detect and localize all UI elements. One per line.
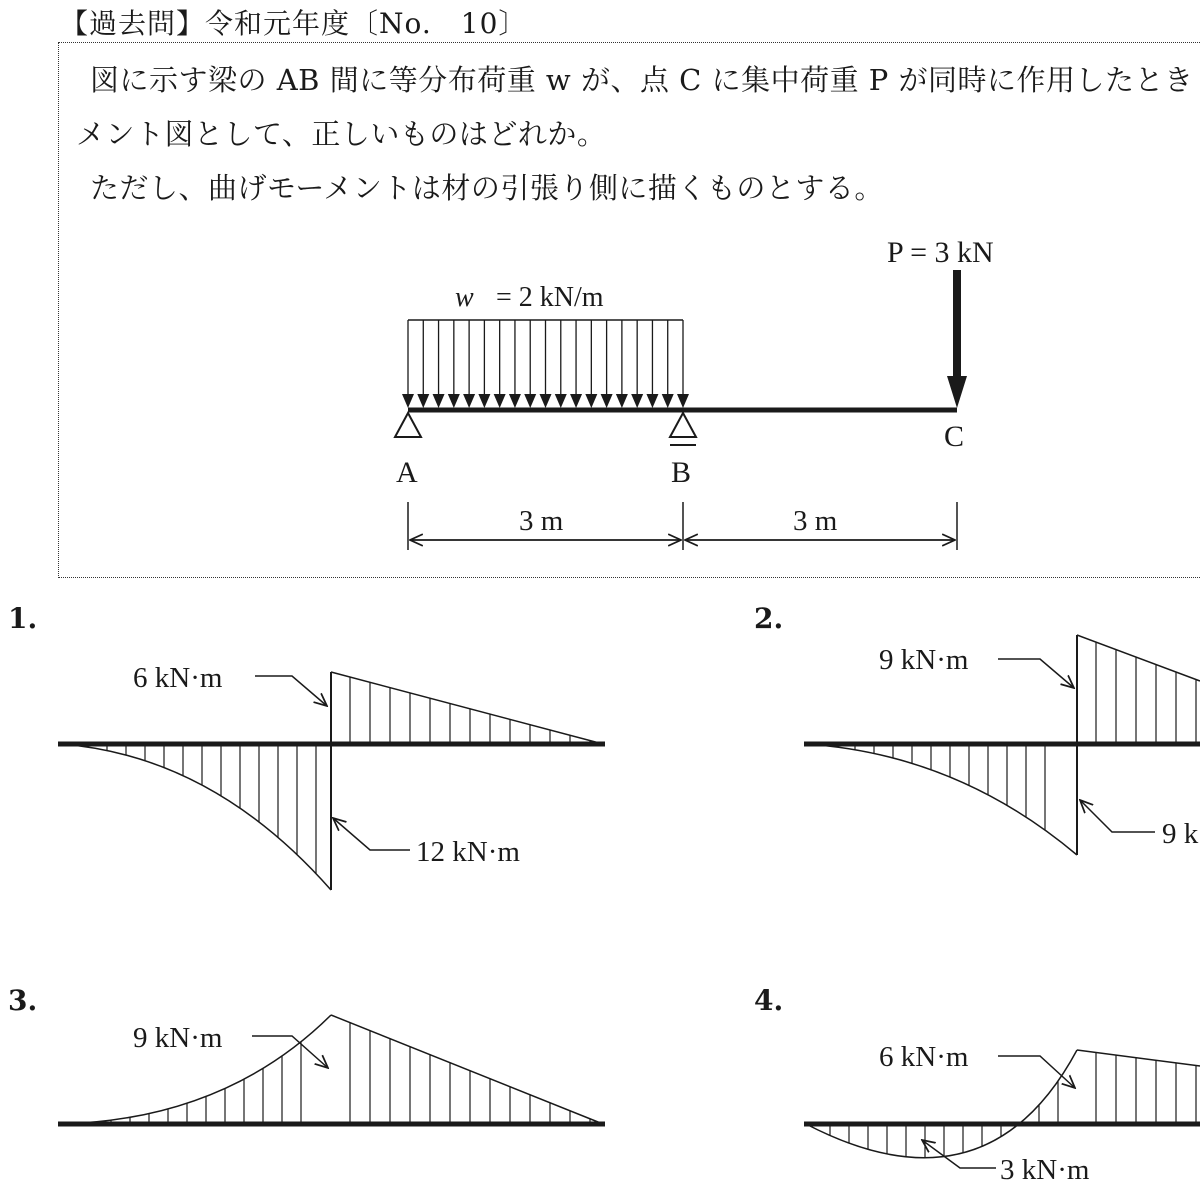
load-w-value: = 2 kN/m	[496, 282, 604, 313]
option-3-slope	[331, 1015, 603, 1124]
load-arrow-head	[433, 394, 445, 408]
load-arrow-head	[616, 394, 628, 408]
option-1-leader-bottom	[333, 818, 410, 850]
load-p-label: P = 3 kN	[887, 236, 994, 269]
option-1-diagram	[58, 662, 605, 890]
load-arrow-head	[402, 394, 414, 408]
point-a-label: A	[396, 456, 418, 489]
load-arrow-head	[478, 394, 490, 408]
option-2-leader-top	[998, 659, 1074, 688]
point-b-label: B	[671, 456, 692, 489]
option-1-leader-top	[255, 676, 327, 706]
question-line-1: 図に示す梁の AB 間に等分布荷重 w が、点 C に集中荷重 P が同時に作用したとき	[90, 63, 1194, 97]
load-arrow-head	[555, 394, 567, 408]
load-arrow-head	[509, 394, 521, 408]
option-1-label-bottom: 12 kN·m	[416, 836, 520, 868]
load-arrow-head	[631, 394, 643, 408]
load-arrow-head	[494, 394, 506, 408]
load-arrow-head	[662, 394, 674, 408]
option-4-diagram	[804, 1041, 1200, 1186]
pin-support-a	[395, 413, 421, 437]
option-2-label-top: 9 kN·m	[879, 644, 969, 676]
point-load-arrowhead	[947, 376, 967, 408]
option-1-label-top: 6 kN·m	[133, 662, 223, 694]
option-1-curve	[60, 744, 331, 890]
option-2-curve	[806, 744, 1077, 855]
option-2-number[interactable]: 2.	[754, 602, 784, 635]
load-arrow-head	[417, 394, 429, 408]
span-bc-label: 3 m	[793, 505, 838, 537]
option-3-diagram	[58, 1015, 605, 1124]
option-4-label-top: 6 kN·m	[879, 1041, 969, 1073]
point-load-shaft	[953, 270, 961, 378]
option-1-slope	[331, 672, 603, 744]
exam-header: 【過去問】令和元年度〔No. 10〕	[60, 7, 528, 40]
load-arrow-head	[646, 394, 658, 408]
distributed-load	[402, 320, 689, 408]
option-4-label-bottom: 3 kN·m	[1000, 1154, 1090, 1186]
span-ab-label: 3 m	[519, 505, 564, 537]
load-arrow-head	[585, 394, 597, 408]
question-line-3: ただし、曲げモーメントは材の引張り側に描くものとする。	[90, 171, 884, 205]
load-arrow-head	[540, 394, 552, 408]
option-2-label-bottom: 9 k	[1162, 818, 1199, 850]
load-arrow-head	[448, 394, 460, 408]
point-c-label: C	[944, 420, 965, 453]
option-2-leader-bottom	[1080, 800, 1155, 832]
load-arrow-head	[677, 394, 689, 408]
beam-figure	[395, 236, 994, 550]
load-w-symbol: w	[455, 282, 474, 313]
option-3-leader-top	[252, 1036, 328, 1068]
option-4-number[interactable]: 4.	[754, 984, 784, 1017]
load-arrow-head	[463, 394, 475, 408]
option-3-label-top: 9 kN·m	[133, 1022, 223, 1054]
load-arrow-head	[601, 394, 613, 408]
load-arrow-head	[524, 394, 536, 408]
load-arrow-head	[570, 394, 582, 408]
roller-support-b	[670, 413, 696, 437]
option-3-number[interactable]: 3.	[8, 984, 38, 1017]
question-line-2: メント図として、正しいものはどれか。	[76, 117, 607, 151]
option-1-number[interactable]: 1.	[8, 602, 38, 635]
option-2-diagram	[804, 635, 1200, 855]
